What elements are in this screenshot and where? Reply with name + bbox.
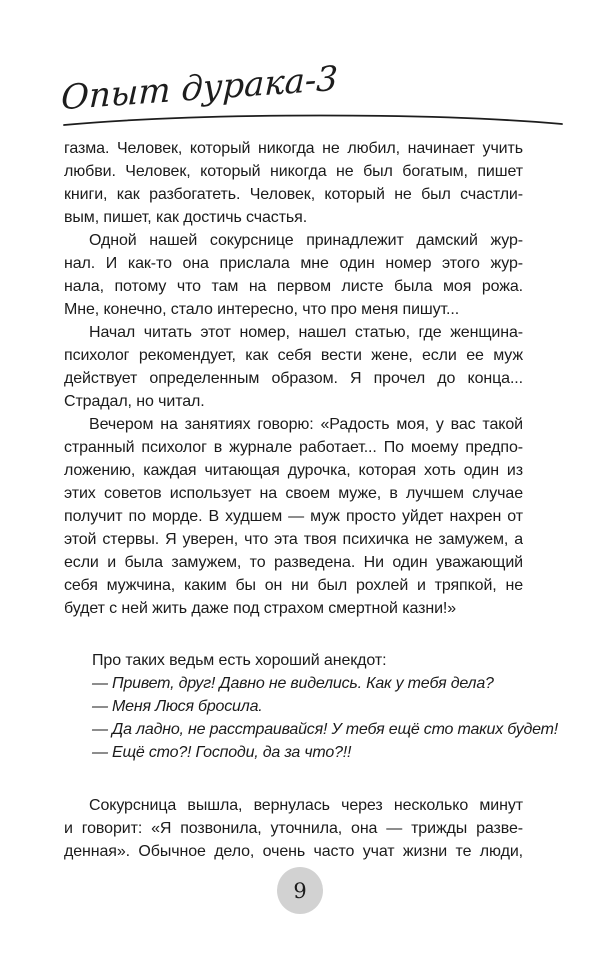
text-line: себя мужчина, каким бы он ни был рохлей и тряпкой, не [64,577,523,594]
text-line: ложению, каждая читающая дурочка, которая хоть один из [64,462,523,479]
page-number-badge [277,867,323,914]
book-title-logo [58,58,578,138]
text-line: Вечером на занятиях говорю: «Радость моя, у вас такой [89,416,523,433]
anecdote-block [92,649,559,764]
text-line: этой стервы. Я уверен, что эта твоя психичка не замужем, а [64,531,523,548]
dialogue-line: — Привет, друг! Давно не виделись. Как у тебя дела? [92,675,494,692]
anecdote-intro: Про таких ведьм есть хороший анекдот: [92,652,387,669]
paragraph [64,321,523,413]
text-line: получит по морде. В худшем — муж просто уйдет нахрен от [64,508,523,525]
dialogue-line: — Меня Люся бросила. [92,698,263,715]
text-line: действует определенным образом. Я прочел до конца... [64,370,523,387]
page-number: 9 [293,878,307,903]
text-line: любви. Человек, который никогда не был богатым, пишет [64,163,523,180]
logo-underline-stroke [64,116,562,126]
logo-graphic [58,58,578,138]
text-line: и говорит: «Я позвонила, уточнила, она — трижды разве- [64,820,523,837]
text-line: нала, потому что там на первом листе была моя рожа. [64,278,523,295]
page-text [64,137,559,863]
text-line: странный психолог в журнале работает... По моему предпо- [64,439,523,456]
text-line: психолог рекомендует, как себя вести жене, если ее муж [64,347,523,364]
text-line: Одной нашей сокурснице принадлежит дамский жур- [89,232,523,249]
dialogue-line: — Да ладно, не расстраивайся! У тебя ещё сто таких будет! [92,721,559,738]
dialogue-line: — Ещё сто?! Господи, да за что?!! [92,744,352,761]
text-line: будет с ней жить даже под страхом смертной казни!» [64,600,457,617]
text-line: этих советов использует на своем муже, в лучшем случае [64,485,523,502]
text-line: газма. Человек, который никогда не любил, начинает учить [64,140,523,157]
logo-title-text: Опыт дурака-3 [60,58,339,119]
text-line: Начал читать этот номер, нашел статью, где женщина- [89,324,523,341]
text-line: книги, как разбогатеть. Человек, который не был счастли- [64,186,523,203]
paragraph [64,413,523,620]
text-line: денная». Обычное дело, очень часто учат жизни те люди, [64,843,523,860]
paragraph [64,794,523,863]
text-line: Мне, конечно, стало интересно, что про меня пишут... [64,301,460,318]
text-line: Сокурсница вышла, вернулась через несколько минут [89,797,523,814]
text-line: если и была замужем, то разведена. Ни один уважающий [64,554,523,571]
text-line: нал. И как-то она прислала мне один номер этого жур- [64,255,523,272]
paragraph [64,137,523,229]
text-line: вым, пишет, как достичь счастья. [64,209,308,226]
paragraph [64,229,523,321]
text-line: Страдал, но читал. [64,393,205,410]
